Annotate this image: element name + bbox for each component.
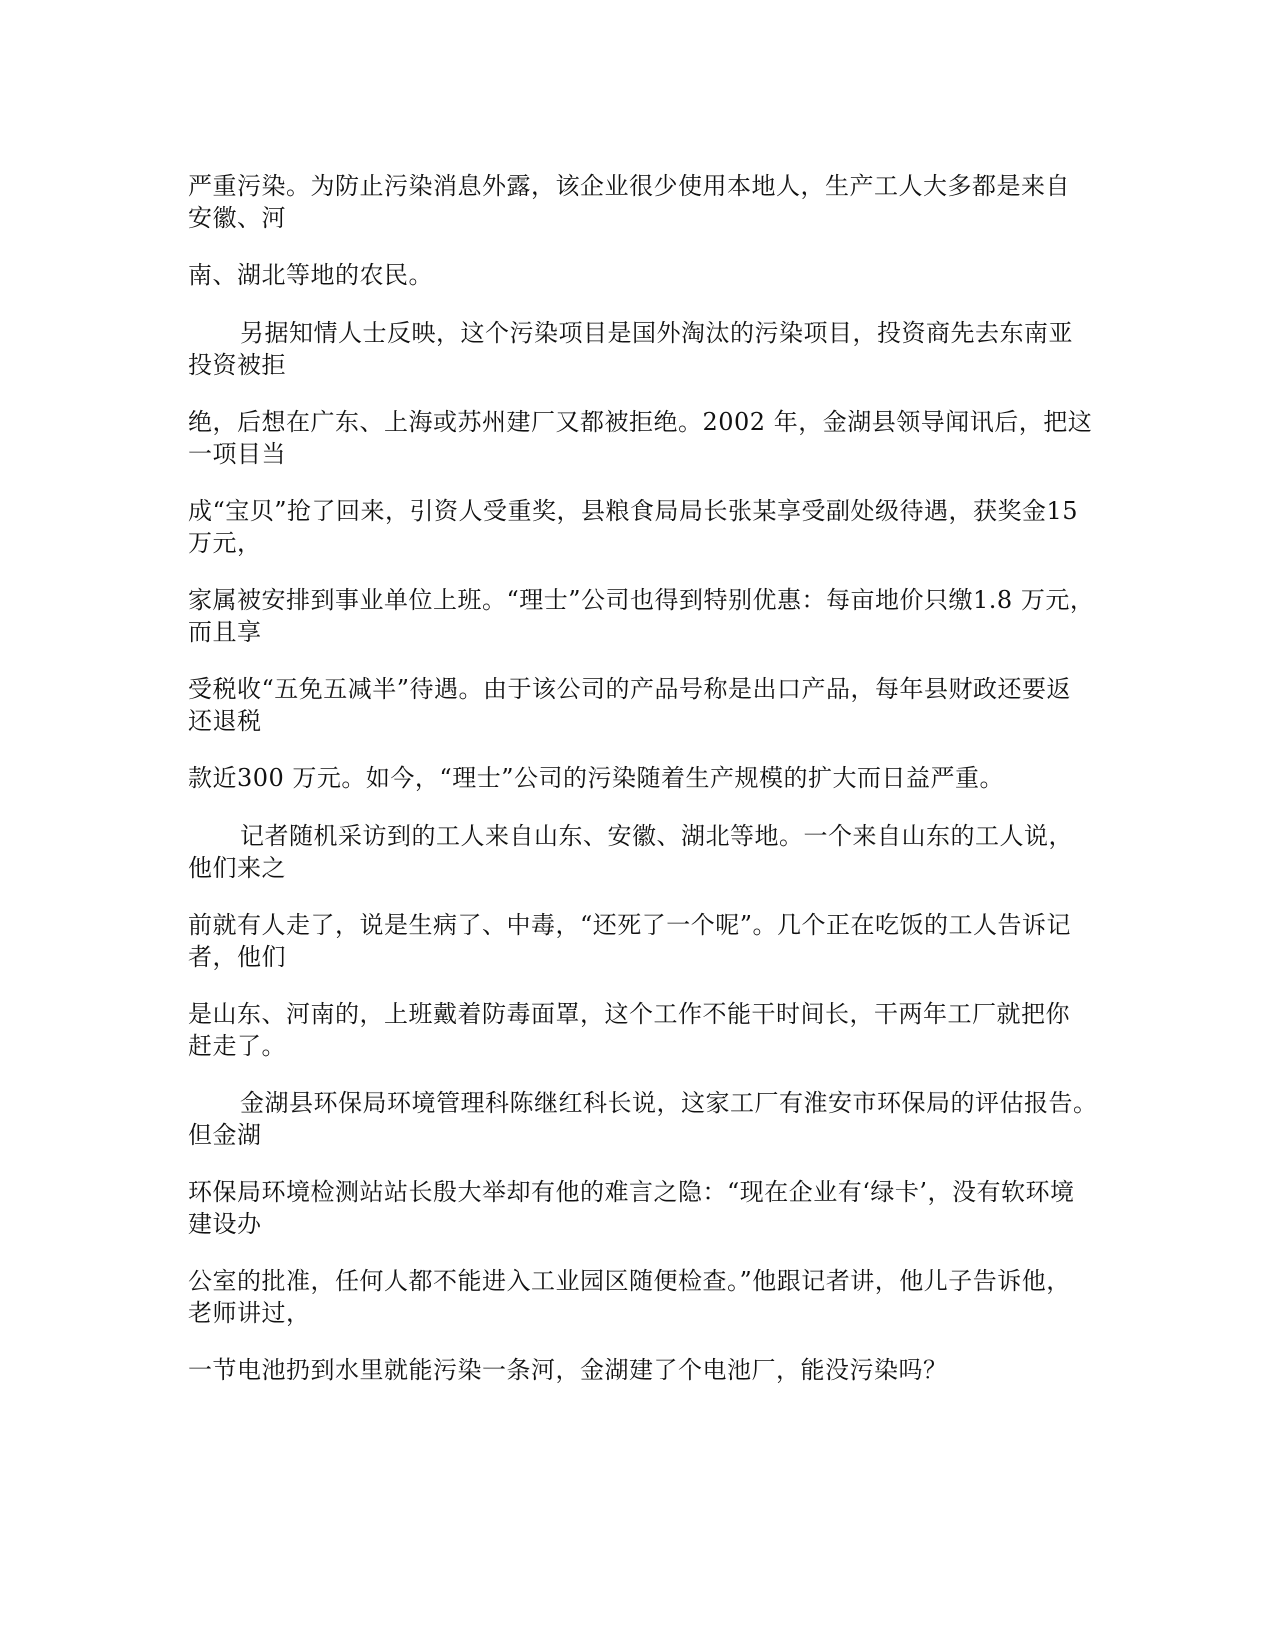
text-line: 一项目当 [188,440,286,468]
text-line: 万元， [188,529,262,557]
text-line: 老师讲过， [188,1299,311,1327]
text-line: 家属被安排到事业单位上班。“理士”公司也得到特别优惠：每亩地价只缴1.8 万元， [188,586,1095,614]
text-line: 环保局环境检测站站长殷大举却有他的难言之隐：“现在企业有‘绿卡’，没有软环境 [188,1178,1075,1206]
text-line: 款近300 万元。如今，“理士”公司的污染随着生产规模的扩大而日益严重。 [188,764,1004,792]
text-line: 严重污染。为防止污染消息外露，该企业很少使用本地人，生产工人大多都是来自 [188,172,1070,200]
text-line: 安徽、河 [188,204,286,232]
paragraph-start: 记者随机采访到的工人来自山东、安徽、湖北等地。一个来自山东的工人说， [240,822,1073,850]
text-line: 者，他们 [188,943,286,971]
text-line: 赶走了。 [188,1032,286,1060]
text-line: 还退税 [188,707,262,735]
text-line: 绝，后想在广东、上海或苏州建厂又都被拒绝。2002 年，金湖县领导闻讯后，把这 [188,408,1093,436]
text-line: 前就有人走了，说是生病了、中毒，“还死了一个呢”。几个正在吃饭的工人告诉记 [188,911,1072,939]
paragraph-start: 金湖县环保局环境管理科陈继红科长说，这家工厂有淮安市环保局的评估报告。 [240,1089,1098,1117]
paragraph-start: 另据知情人士反映，这个污染项目是国外淘汰的污染项目，投资商先去东南亚 [240,319,1073,347]
text-line: 建设办 [188,1210,262,1238]
text-line: 而且享 [188,618,262,646]
text-line: 投资被拒 [188,351,286,379]
text-line: 是山东、河南的，上班戴着防毒面罩，这个工作不能干时间长，干两年工厂就把你 [188,1000,1070,1028]
text-line: 公室的批准，任何人都不能进入工业园区随便检查。”他跟记者讲，他儿子告诉他， [188,1267,1071,1295]
text-line: 一节电池扔到水里就能污染一条河，金湖建了个电池厂，能没污染吗？ [188,1356,948,1384]
text-line: 他们来之 [188,854,286,882]
text-line: 受税收“五免五减半”待遇。由于该公司的产品号称是出口产品，每年县财政还要返 [188,675,1072,703]
text-line: 但金湖 [188,1121,262,1149]
text-line: 南、湖北等地的农民。 [188,261,433,289]
text-line: 成“宝贝”抢了回来，引资人受重奖，县粮食局局长张某享受副处级待遇，获奖金15 [188,497,1079,525]
